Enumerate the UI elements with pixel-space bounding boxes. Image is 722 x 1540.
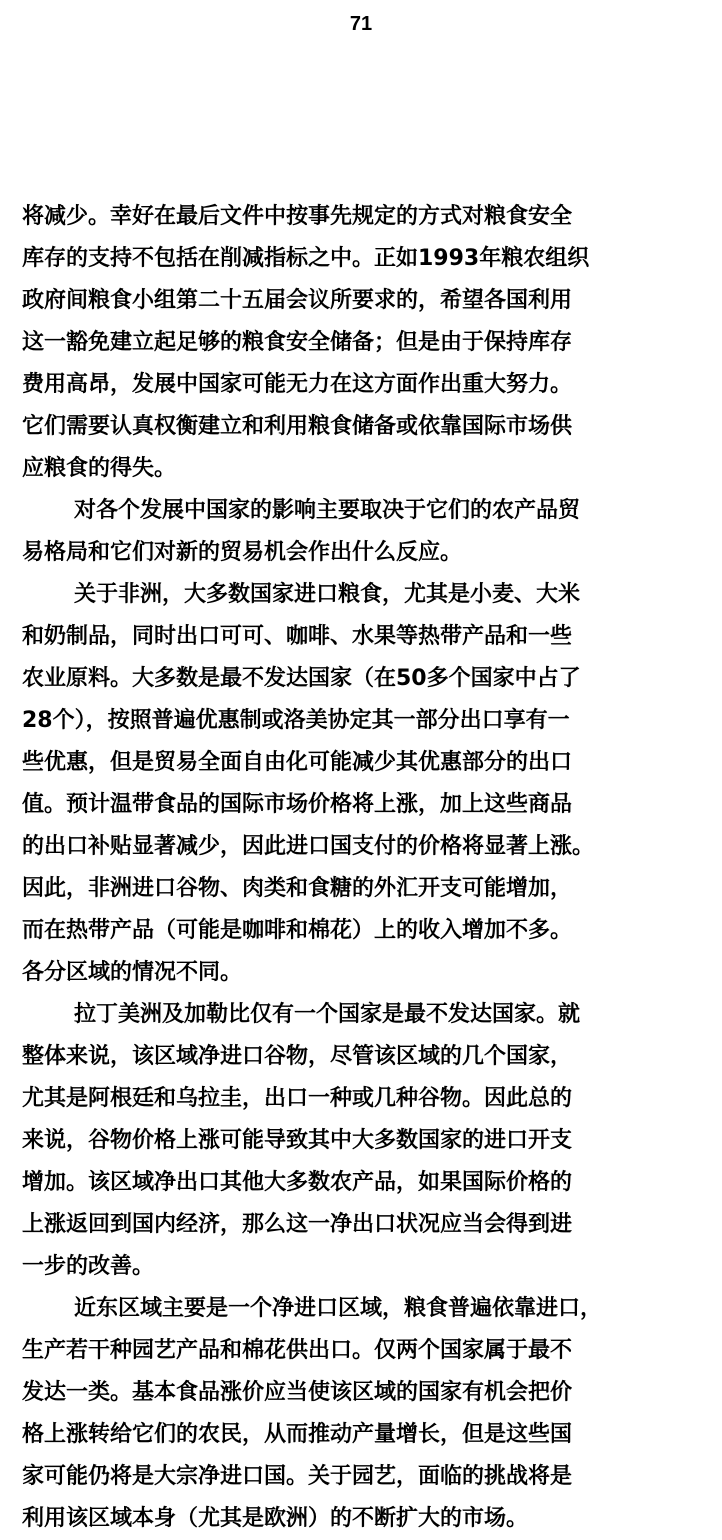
- text-line: 生产若干种园艺产品和棉花供出口。仅两个国家属于最不: [22, 1338, 573, 1363]
- body-text: [22, 196, 702, 1540]
- text-line: 的出口补贴显著减少，因此进口国支付的价格将显著上涨。: [22, 834, 595, 859]
- text-line: 而在热带产品（可能是咖啡和棉花）上的收入增加不多。: [22, 918, 573, 943]
- text-line: 格上涨转给它们的农民，从而推动产量增长，但是这些国: [22, 1422, 573, 1447]
- text-line: 应粮食的得失。: [22, 456, 177, 481]
- text-line: 政府间粮食小组第二十五届会议所要求的，希望各国利用: [22, 288, 573, 313]
- text-line: 费用高昂，发展中国家可能无力在这方面作出重大努力。: [22, 372, 573, 397]
- text-line: 值。预计温带食品的国际市场价格将上涨，加上这些商品: [22, 792, 573, 817]
- text-line: 上涨返回到国内经济，那么这一净出口状况应当会得到进: [22, 1212, 573, 1237]
- text-line: 家可能仍将是大宗净进口国。关于园艺，面临的挑战将是: [22, 1464, 573, 1489]
- text-line: 尤其是阿根廷和乌拉圭，出口一种或几种谷物。因此总的: [22, 1086, 573, 1111]
- text-line: 它们需要认真权衡建立和利用粮食储备或依靠国际市场供: [22, 414, 573, 439]
- text-line: 库存的支持不包括在削减指标之中。正如1993年粮农组织: [22, 246, 590, 271]
- text-line: 利用该区域本身（尤其是欧洲）的不断扩大的市场。: [22, 1506, 529, 1531]
- paragraph-first-line: 关于非洲，大多数国家进口粮食，尤其是小麦、大米: [74, 582, 581, 607]
- paragraph-first-line: 对各个发展中国家的影响主要取决于它们的农产品贸: [74, 498, 581, 523]
- text-line: 增加。该区域净出口其他大多数农产品，如果国际价格的: [22, 1170, 573, 1195]
- text-line: 各分区域的情况不同。: [22, 960, 243, 985]
- text-line: 来说，谷物价格上涨可能导致其中大多数国家的进口开支: [22, 1128, 573, 1153]
- text-line: 些优惠，但是贸易全面自由化可能减少其优惠部分的出口: [22, 750, 573, 775]
- text-line: 整体来说，该区域净进口谷物，尽管该区域的几个国家，: [22, 1044, 573, 1069]
- text-line: 易格局和它们对新的贸易机会作出什么反应。: [22, 540, 463, 565]
- paragraph-first-line: 近东区域主要是一个净进口区域，粮食普遍依靠进口，: [74, 1296, 603, 1321]
- text-line: 一步的改善。: [22, 1254, 155, 1279]
- text-line: 这一豁免建立起足够的粮食安全储备；但是由于保持库存: [22, 330, 573, 355]
- text-line: 农业原料。大多数是最不发达国家（在50多个国家中占了: [22, 666, 581, 691]
- text-line: 28个），按照普遍优惠制或洛美协定其一部分出口享有一: [22, 708, 570, 733]
- text-line: 和奶制品，同时出口可可、咖啡、水果等热带产品和一些: [22, 624, 573, 649]
- paragraph-first-line: 拉丁美洲及加勒比仅有一个国家是最不发达国家。就: [74, 1002, 581, 1027]
- page-number: 71: [349, 13, 373, 35]
- text-line: 发达一类。基本食品涨价应当使该区域的国家有机会把价: [22, 1380, 573, 1405]
- text-line: 将减少。幸好在最后文件中按事先规定的方式对粮食安全: [22, 204, 573, 229]
- text-line: 因此，非洲进口谷物、肉类和食糖的外汇开支可能增加，: [22, 876, 573, 901]
